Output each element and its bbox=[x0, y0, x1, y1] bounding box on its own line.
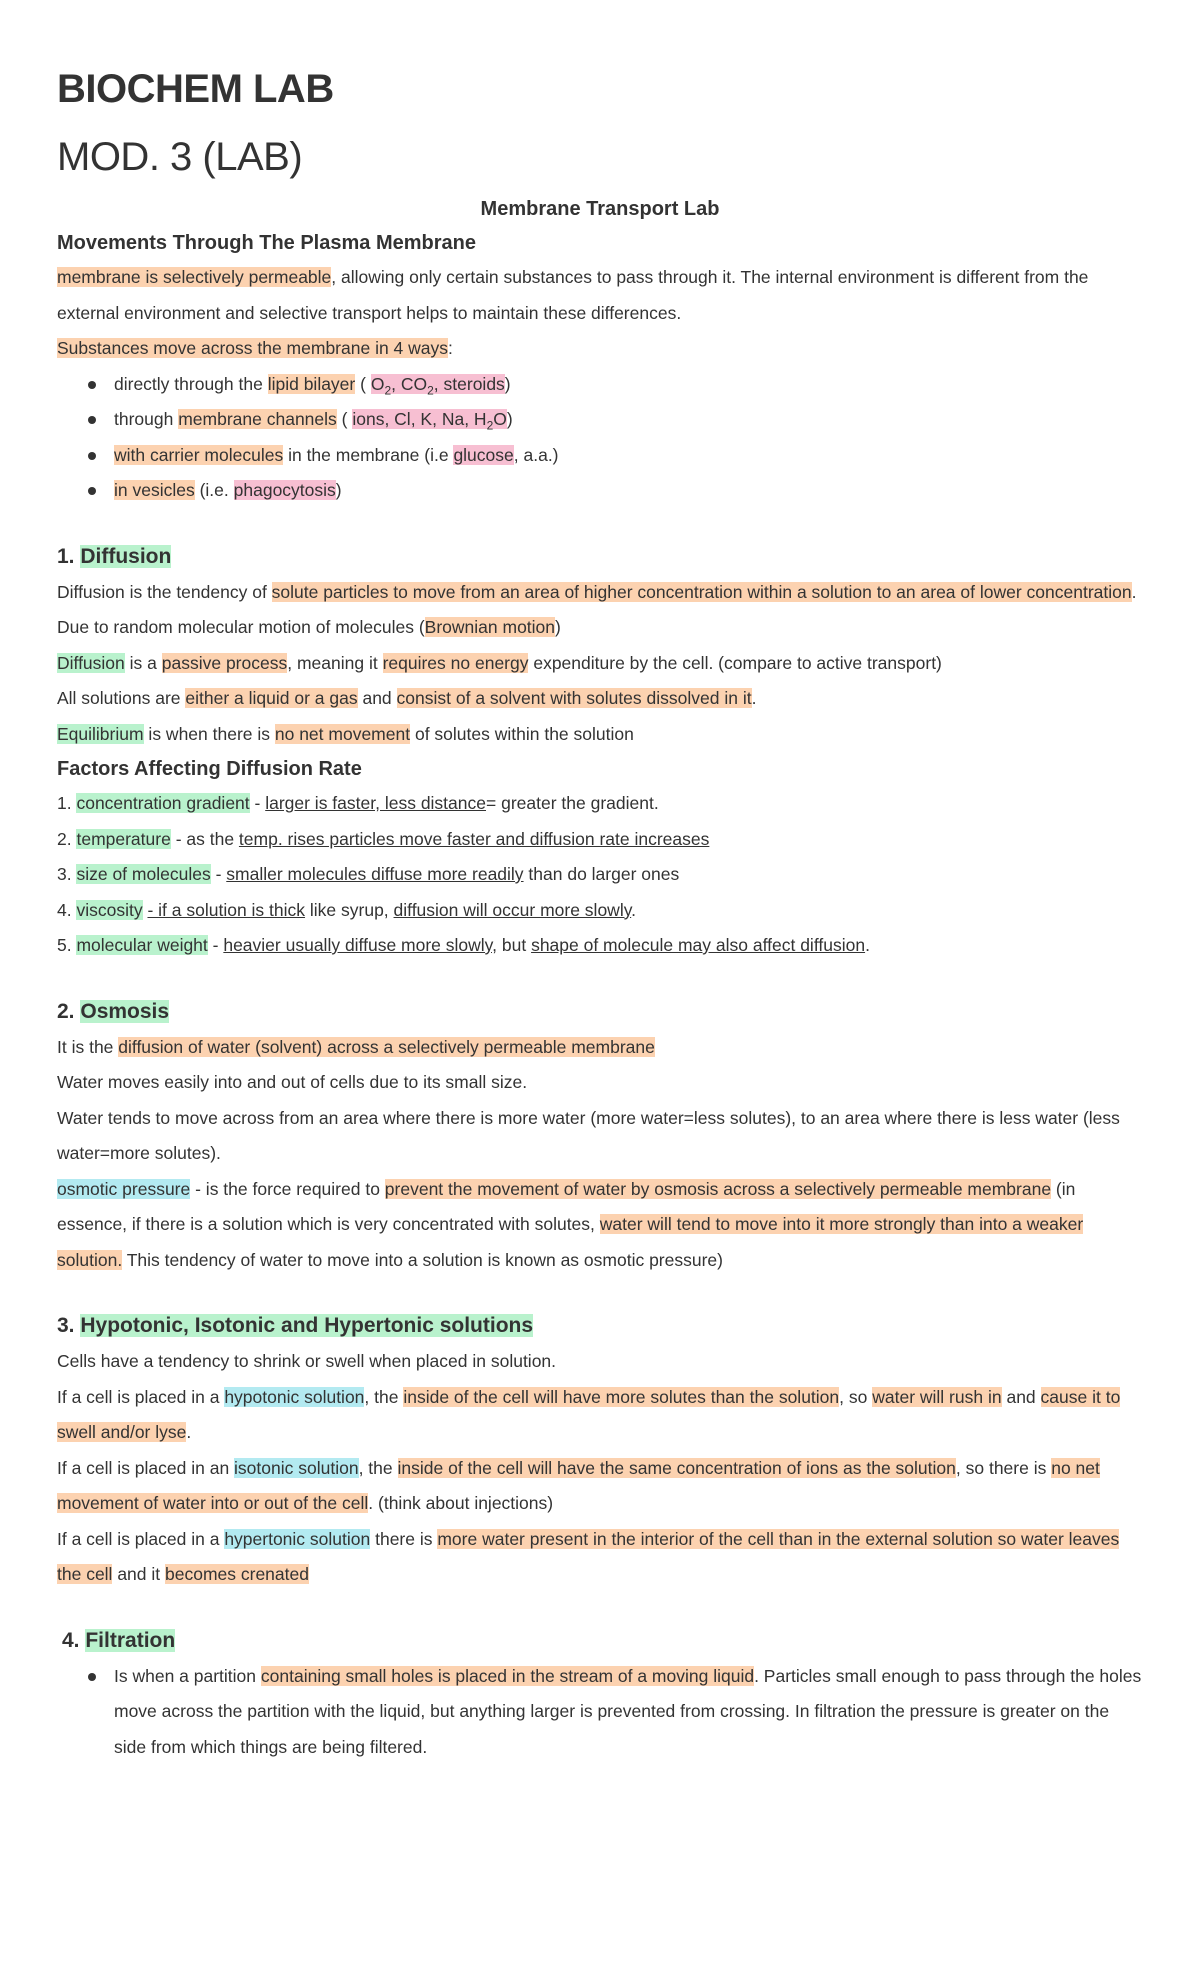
highlight: diffusion of water (solvent) across a selectively permeable membrane bbox=[118, 1036, 655, 1057]
section-number: 4. bbox=[62, 1628, 86, 1652]
osmosis-heading bbox=[57, 994, 1143, 1030]
osmosis-line-4 bbox=[57, 1172, 1143, 1279]
factor-item bbox=[57, 857, 1143, 893]
factor-item bbox=[57, 822, 1143, 858]
highlight: membrane is selectively permeable bbox=[57, 267, 332, 287]
osmosis-line-3: Water tends to move across from an area where there is more water (more water=less solutes), to an area where there is less water (less water=more solutes). bbox=[57, 1107, 1120, 1163]
text: O bbox=[370, 373, 385, 394]
highlight: more water present in the interior of the cell than in the external solution so water leaves the cell bbox=[57, 1528, 1120, 1584]
underlined-text: diffusion will occur more slowly bbox=[393, 899, 632, 920]
highlight: passive process bbox=[161, 652, 288, 673]
term-highlight: concentration gradient bbox=[76, 793, 250, 813]
factor-item bbox=[57, 893, 1143, 929]
list-item bbox=[114, 473, 1143, 509]
text: expenditure by the cell. (compare to active transport) bbox=[528, 652, 942, 673]
text: If a cell is placed in an bbox=[57, 1457, 235, 1478]
text: , CO bbox=[391, 373, 428, 394]
text: 3. bbox=[57, 864, 77, 884]
text: , steroids bbox=[433, 373, 505, 394]
text: = greater the gradient. bbox=[486, 793, 659, 813]
text: , meaning it bbox=[287, 652, 383, 673]
text: is a bbox=[124, 652, 162, 673]
diffusion-line-3 bbox=[57, 646, 1143, 682]
section-number: 2. bbox=[57, 999, 81, 1023]
text: All solutions are bbox=[57, 688, 186, 708]
text: and it bbox=[112, 1564, 165, 1584]
text: ( bbox=[355, 373, 371, 394]
highlight: becomes crenated bbox=[165, 1564, 309, 1584]
highlight: no net movement bbox=[274, 723, 411, 744]
text: . bbox=[751, 688, 757, 708]
text: If a cell is placed in a bbox=[57, 1528, 225, 1549]
text: Diffusion is the tendency of bbox=[57, 581, 272, 602]
text: , allowing only certain substances to pass through it. The internal environment is different from the external environment and selective transport helps to maintain these differences. bbox=[57, 267, 1089, 323]
highlight: Brownian motion bbox=[424, 617, 556, 637]
highlight: no net movement of water into or out of the cell bbox=[57, 1457, 1100, 1513]
diffusion-heading bbox=[57, 539, 1143, 575]
list-item bbox=[114, 438, 1143, 474]
text: - bbox=[249, 793, 266, 813]
underlined-text: temp. rises particles move faster and diffusion rate increases bbox=[238, 828, 710, 849]
text: : bbox=[448, 338, 453, 358]
underlined-text: - if a solution is thick bbox=[147, 899, 306, 920]
text: . bbox=[631, 899, 637, 920]
subscript: 2 bbox=[384, 383, 392, 397]
highlight: either a liquid or a gas bbox=[185, 688, 358, 708]
term-highlight: viscosity bbox=[76, 899, 143, 920]
text: , so bbox=[839, 1386, 873, 1407]
text: 2. bbox=[57, 828, 77, 849]
highlight: inside of the cell will have the same concentration of ions as the solution bbox=[397, 1457, 956, 1478]
text: in the membrane (i.e bbox=[283, 444, 454, 465]
text: - bbox=[210, 864, 227, 884]
text: This tendency of water to move into a solution is known as osmotic pressure) bbox=[122, 1249, 723, 1270]
hypotonic-line bbox=[57, 1380, 1143, 1451]
text: 1. bbox=[57, 793, 77, 813]
highlight: consist of a solvent with solutes dissolved in it bbox=[396, 688, 752, 708]
filtration-list bbox=[57, 1659, 1143, 1766]
list-item bbox=[114, 1659, 1143, 1766]
tonic-heading bbox=[57, 1308, 1143, 1344]
text: than do larger ones bbox=[523, 864, 680, 884]
subscript: 2 bbox=[486, 418, 494, 433]
text: . Particles small enough to pass through the holes move across the partition with the liquid, but anything larger is prevented from crossing. In filtration the pressure is greater on the side from which things are being filtered. bbox=[114, 1665, 1142, 1757]
page-title: BIOCHEM LAB bbox=[57, 67, 334, 111]
text: ) bbox=[555, 617, 561, 637]
text: ( bbox=[336, 409, 353, 429]
underlined-text: larger is faster, less distance bbox=[265, 793, 486, 813]
highlight: in vesicles bbox=[114, 480, 195, 500]
text: , so there is bbox=[955, 1457, 1052, 1478]
movements-paragraph-1 bbox=[57, 260, 1143, 331]
text: (in essence, if there is a solution which is very concentrated with solutes, bbox=[57, 1178, 1076, 1234]
osmosis-line-1 bbox=[57, 1030, 1143, 1066]
factors-heading: Factors Affecting Diffusion Rate bbox=[57, 758, 362, 780]
text: . bbox=[1131, 581, 1137, 602]
text: ) bbox=[335, 480, 342, 500]
highlight: with carrier molecules bbox=[114, 444, 284, 465]
highlight: solute particles to move from an area of higher concentration within a solution to an area of lower concentration bbox=[271, 581, 1132, 602]
section-title: Hypotonic, Isotonic and Hypertonic solutions bbox=[80, 1314, 534, 1337]
text: but bbox=[497, 935, 532, 955]
text: . (think about injections) bbox=[368, 1493, 554, 1513]
highlight: requires no energy bbox=[382, 652, 529, 673]
term-highlight: hypotonic solution bbox=[224, 1386, 365, 1407]
highlight: cause it to swell and/or lyse bbox=[57, 1386, 1121, 1442]
term-highlight: molecular weight bbox=[76, 935, 208, 955]
section-title: Diffusion bbox=[80, 544, 172, 568]
highlight: water will rush in bbox=[872, 1386, 1002, 1407]
underlined-text: shape of molecule may also affect diffusion bbox=[531, 935, 866, 955]
term-highlight: osmotic pressure bbox=[57, 1178, 191, 1199]
list-item bbox=[114, 367, 1143, 403]
diffusion-line-2 bbox=[57, 610, 1143, 646]
text: of solutes within the solution bbox=[410, 723, 634, 744]
term-highlight: temperature bbox=[76, 828, 171, 849]
text: Is when a partition bbox=[114, 1665, 261, 1686]
movements-paragraph-2 bbox=[57, 331, 1143, 367]
diffusion-line-4 bbox=[57, 681, 1143, 717]
text: and bbox=[1001, 1386, 1041, 1407]
text: It is the bbox=[57, 1036, 119, 1057]
underlined-text: heavier usually diffuse more slowly, bbox=[223, 935, 497, 955]
highlight: membrane channels bbox=[178, 409, 337, 429]
tonic-line-1: Cells have a tendency to shrink or swell when placed in solution. bbox=[57, 1351, 557, 1371]
example-highlight bbox=[370, 373, 505, 397]
lab-title: Membrane Transport Lab bbox=[480, 198, 720, 220]
text: , a.a.) bbox=[513, 444, 559, 465]
text: directly through the bbox=[114, 373, 268, 394]
section-number: 3. bbox=[57, 1314, 81, 1337]
highlight: Substances move across the membrane in 4 ways bbox=[57, 338, 449, 358]
text: is when there is bbox=[143, 723, 275, 744]
text: (i.e. bbox=[194, 480, 234, 500]
osmosis-line-2: Water moves easily into and out of cells due to its small size. bbox=[57, 1072, 528, 1092]
module-title: MOD. 3 (LAB) bbox=[57, 135, 303, 179]
list-item bbox=[114, 402, 1143, 438]
factor-item bbox=[57, 786, 1143, 822]
text: and bbox=[357, 688, 397, 708]
text: . bbox=[865, 935, 870, 955]
text: O bbox=[493, 409, 507, 429]
filtration-heading bbox=[57, 1623, 1143, 1659]
text: - is the force required to bbox=[190, 1178, 385, 1199]
example-highlight: phagocytosis bbox=[233, 480, 336, 500]
text: - bbox=[207, 935, 224, 955]
subscript: 2 bbox=[427, 383, 434, 397]
hypertonic-line bbox=[57, 1522, 1143, 1593]
section-title: Filtration bbox=[85, 1628, 176, 1652]
text: there is bbox=[370, 1528, 438, 1549]
text: ions, Cl, K, Na, H bbox=[352, 409, 487, 429]
diffusion-line-5 bbox=[57, 717, 1143, 753]
example-highlight: glucose bbox=[453, 444, 514, 465]
example-highlight bbox=[352, 409, 507, 433]
text: Due to random molecular motion of molecules ( bbox=[57, 617, 425, 637]
text: ) bbox=[506, 409, 513, 429]
highlight: inside of the cell will have more solutes than the solution bbox=[403, 1386, 840, 1407]
text: , the bbox=[358, 1457, 398, 1478]
term-highlight: size of molecules bbox=[76, 864, 211, 884]
highlight: prevent the movement of water by osmosis across a selectively permeable membrane bbox=[384, 1178, 1052, 1199]
factor-item bbox=[57, 928, 1143, 964]
section-title: Osmosis bbox=[80, 999, 170, 1023]
term-highlight: isotonic solution bbox=[234, 1457, 359, 1478]
text: ) bbox=[504, 373, 511, 394]
ways-list bbox=[57, 367, 1143, 509]
section-number: 1. bbox=[57, 544, 81, 568]
text: like syrup, bbox=[305, 899, 394, 920]
highlight: water will tend to move into it more strongly than into a weaker solution. bbox=[57, 1214, 1084, 1270]
isotonic-line bbox=[57, 1451, 1143, 1522]
highlight: containing small holes is placed in the stream of a moving liquid bbox=[260, 1665, 755, 1686]
text: If a cell is placed in a bbox=[57, 1386, 225, 1407]
text: . bbox=[186, 1422, 192, 1442]
text: , the bbox=[364, 1386, 404, 1407]
text: 5. bbox=[57, 935, 77, 955]
term-highlight: Diffusion bbox=[57, 652, 125, 673]
movements-heading: Movements Through The Plasma Membrane bbox=[57, 232, 476, 254]
diffusion-line-1 bbox=[57, 575, 1143, 611]
highlight: lipid bilayer bbox=[267, 373, 356, 394]
text: 4. bbox=[57, 899, 77, 920]
term-highlight: Equilibrium bbox=[57, 723, 144, 744]
underlined-text: smaller molecules diffuse more readily bbox=[226, 864, 524, 884]
term-highlight: hypertonic solution bbox=[224, 1528, 371, 1549]
text: - as the bbox=[170, 828, 239, 849]
text: through bbox=[114, 409, 179, 429]
